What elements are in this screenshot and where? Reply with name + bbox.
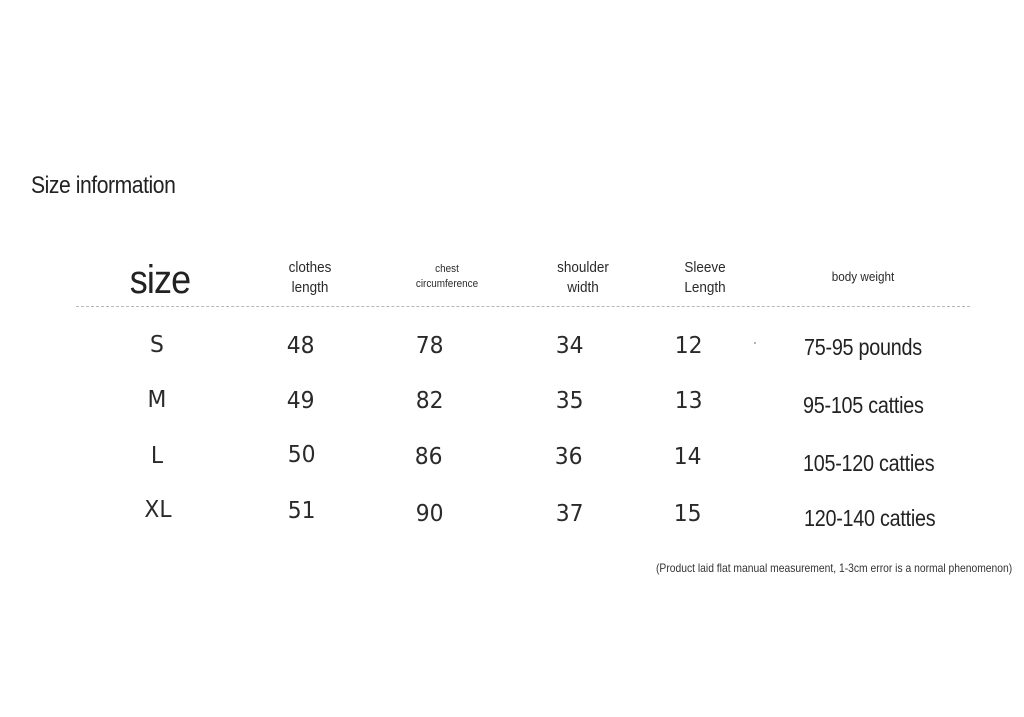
header-chest-line1: chest xyxy=(435,263,459,275)
header-clothes-length-line2: length xyxy=(291,279,329,297)
cell-clothes-length: 50 xyxy=(287,442,316,468)
header-chest-line2: circumference xyxy=(415,277,479,290)
header-shoulder-line2: width xyxy=(567,279,599,297)
cell-shoulder: 36 xyxy=(554,444,583,470)
cell-chest: 86 xyxy=(414,444,443,470)
header-shoulder-width xyxy=(543,258,624,299)
stray-dot xyxy=(754,342,756,344)
cell-clothes-length: 48 xyxy=(286,333,315,359)
header-shoulder-line1: shoulder xyxy=(557,259,609,276)
cell-weight: 95-105 catties xyxy=(803,392,924,418)
cell-shoulder: 34 xyxy=(555,333,584,359)
cell-clothes-length: 49 xyxy=(286,388,315,414)
cell-weight: 75-95 pounds xyxy=(804,334,922,360)
header-clothes-length-line1: clothes xyxy=(288,259,332,276)
cell-chest: 78 xyxy=(415,333,444,359)
cell-weight: 105-120 catties xyxy=(803,450,935,476)
cell-size: M xyxy=(147,387,167,413)
cell-sleeve: 13 xyxy=(674,388,703,414)
measurement-note: (Product laid flat manual measurement, 1-3cm error is a normal phenomenon) xyxy=(656,561,1013,575)
cell-clothes-length: 51 xyxy=(287,498,316,524)
page-title: Size information xyxy=(31,172,176,199)
header-sleeve-line2: Length xyxy=(684,279,726,297)
cell-sleeve: 15 xyxy=(673,501,702,527)
cell-chest: 90 xyxy=(415,501,444,527)
header-chest-circumference xyxy=(402,262,492,292)
cell-size: S xyxy=(150,332,164,358)
header-body-weight: body weight xyxy=(831,269,895,284)
cell-sleeve: 14 xyxy=(673,444,702,470)
cell-shoulder: 37 xyxy=(555,501,584,527)
cell-chest: 82 xyxy=(415,388,444,414)
header-clothes-length xyxy=(274,258,346,299)
cell-size: L xyxy=(150,443,164,469)
header-size: size xyxy=(129,258,191,302)
header-sleeve-line1: Sleeve xyxy=(684,259,726,276)
cell-size: XL xyxy=(144,497,172,523)
cell-shoulder: 35 xyxy=(555,388,584,414)
cell-weight: 120-140 catties xyxy=(804,505,936,531)
cell-sleeve: 12 xyxy=(674,333,703,359)
header-sleeve-length xyxy=(669,258,741,299)
header-divider xyxy=(76,306,970,307)
